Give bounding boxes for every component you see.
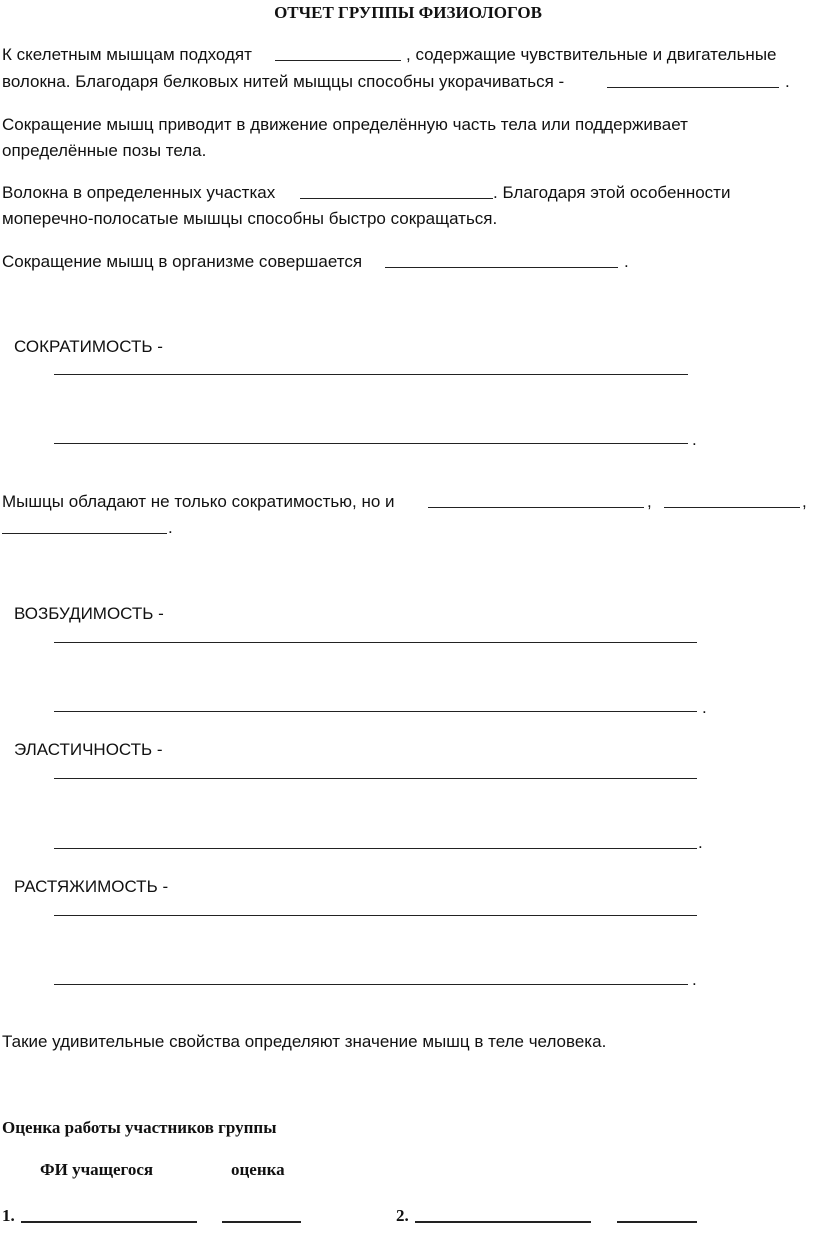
extensibility-period: . (692, 970, 697, 989)
p1-text-a: К скелетным мышцам подходят (2, 45, 252, 64)
p5-comma-2: , (802, 492, 807, 511)
p5-period: . (168, 518, 173, 537)
elasticity-line-1[interactable] (54, 778, 697, 779)
p1-text-b: , содержащие чувствительные и двигательные (406, 45, 777, 64)
p5-blank-2[interactable] (664, 507, 800, 508)
term-excitability: ВОЗБУДИМОСТЬ - (14, 604, 164, 623)
p5-blank-1[interactable] (428, 507, 644, 508)
p2-text-a: Сокращение мышц приводит в движение определённую часть тела или поддерживает (2, 115, 688, 134)
term-contractility: СОКРАТИМОСТЬ - (14, 337, 163, 356)
row-2-grade-field[interactable] (617, 1221, 697, 1223)
p5-comma-1: , (647, 492, 652, 511)
extensibility-line-1[interactable] (54, 915, 697, 916)
term-extensibility: РАСТЯЖИМОСТЬ - (14, 877, 169, 896)
elasticity-line-2[interactable] (54, 848, 697, 849)
contractility-period: . (692, 430, 697, 449)
row-1-name-field[interactable] (21, 1221, 197, 1223)
p1-blank-1[interactable] (275, 60, 401, 61)
p1-text-c: волокна. Благодаря белковых нитей мыщцы способны укорачиваться - (2, 72, 565, 91)
closing-text: Такие удивительные свойства определяют значение мышц в теле человека. (2, 1032, 607, 1051)
page-title: ОТЧЕТ ГРУППЫ ФИЗИОЛОГОВ (274, 3, 542, 22)
row-2-number: 2. (396, 1206, 409, 1225)
excitability-line-2[interactable] (54, 711, 697, 712)
p1-blank-2[interactable] (607, 87, 779, 88)
p3-text-b: . Благодаря этой особенности (493, 183, 731, 202)
p5-text-a: Мышцы обладают не только сократимостью, но и (2, 492, 395, 511)
col-grade: оценка (231, 1160, 285, 1179)
excitability-period: . (702, 698, 707, 717)
p3-text-a: Волокна в определенных участках (2, 183, 276, 202)
excitability-line-1[interactable] (54, 642, 697, 643)
row-1-number: 1. (2, 1206, 15, 1225)
row-2-name-field[interactable] (415, 1221, 591, 1223)
contractility-line-2[interactable] (54, 443, 688, 444)
p4-period: . (624, 252, 629, 271)
p2-text-b: определённые позы тела. (2, 141, 207, 160)
contractility-line-1[interactable] (54, 374, 688, 375)
p5-blank-3[interactable] (2, 533, 167, 534)
p4-blank[interactable] (385, 267, 618, 268)
col-student-name: ФИ учащегося (40, 1160, 154, 1179)
p3-blank[interactable] (300, 198, 493, 199)
p3-text-c: моперечно-полосатые мышцы способны быстро сокращаться. (2, 209, 498, 228)
evaluation-heading: Оценка работы участников группы (2, 1118, 277, 1137)
elasticity-period: . (698, 833, 703, 852)
term-elasticity: ЭЛАСТИЧНОСТЬ - (14, 740, 163, 759)
extensibility-line-2[interactable] (54, 984, 688, 985)
p4-text-a: Сокращение мышц в организме совершается (2, 252, 363, 271)
row-1-grade-field[interactable] (222, 1221, 301, 1223)
p1-period: . (785, 72, 790, 91)
